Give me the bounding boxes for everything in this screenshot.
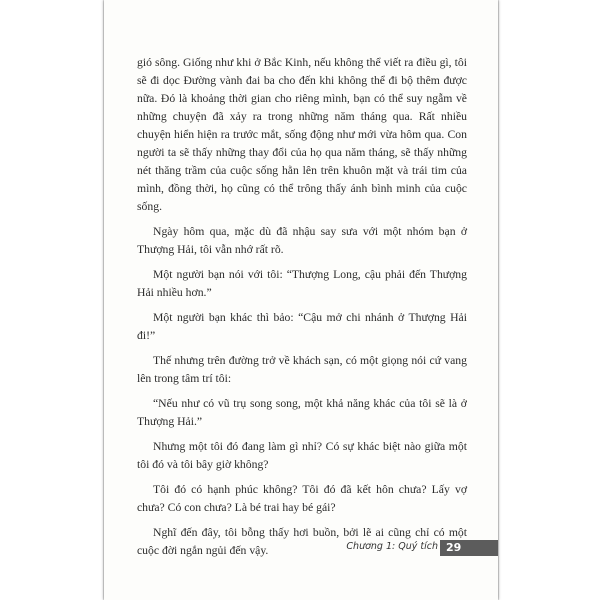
page-body <box>137 54 467 567</box>
page-number-box <box>440 540 498 556</box>
paragraph: Một người bạn nói với tôi: “Thượng Long, cậu phải đến Thượng Hải nhiều hơn.” <box>137 268 467 299</box>
chapter-title: Chương 1: Quý tích <box>346 541 438 552</box>
paragraph: Ngày hôm qua, mặc dù đã nhậu say sưa với một nhóm bạn ở Thượng Hải, tôi vẫn nhớ rất rõ. <box>137 225 467 256</box>
book-page <box>104 0 498 600</box>
paragraph: Một người bạn khác thì bảo: “Cậu mở chi nhánh ở Thượng Hải đi!” <box>137 311 467 342</box>
page-footer <box>104 540 498 556</box>
paragraph: “Nếu như có vũ trụ song song, một khả năng khác của tôi sẽ là ở Thượng Hải.” <box>137 397 467 428</box>
paragraph: Thế nhưng trên đường trở về khách sạn, có một giọng nói cứ vang lên trong tâm trí tôi: <box>137 354 467 385</box>
page-number: 29 <box>446 541 462 554</box>
paragraph: Nghĩ đến đây, tôi bỗng thấy hơi buồn, bởi lẽ ai cũng chỉ có một cuộc đời ngắn ngủi đến vậy. <box>137 526 467 557</box>
paragraph: gió sông. Giống như khi ở Bắc Kinh, nếu không thể viết ra điều gì, tôi sẽ đi dọc Đường vành đai ba cho đến khi không thể đi bộ thêm được nữa. Đó là khoảng thời gian cho riêng mình, bạn có thể suy ngẫm về những chuyện đã xảy ra trong những năm tháng qua. Rất nhiều chuyện hiển hiện ra trước mắt, sống động như mới vừa hôm qua. Con người ta sẽ thấy những thay đổi của họ qua năm tháng, sẽ thấy những nét thăng trầm của cuộc sống hằn lên trên khuôn mặt và trái tim của mình, đồng thời, họ cũng có thể trông thấy ánh bình minh của cuộc sống. <box>137 56 467 213</box>
paragraph: Tôi đó có hạnh phúc không? Tôi đó đã kết hôn chưa? Lấy vợ chưa? Có con chưa? Là bé trai hay bé gái? <box>137 483 467 514</box>
paragraph: Nhưng một tôi đó đang làm gì nhỉ? Có sự khác biệt nào giữa một tôi đó và tôi bây giờ không? <box>137 440 467 471</box>
